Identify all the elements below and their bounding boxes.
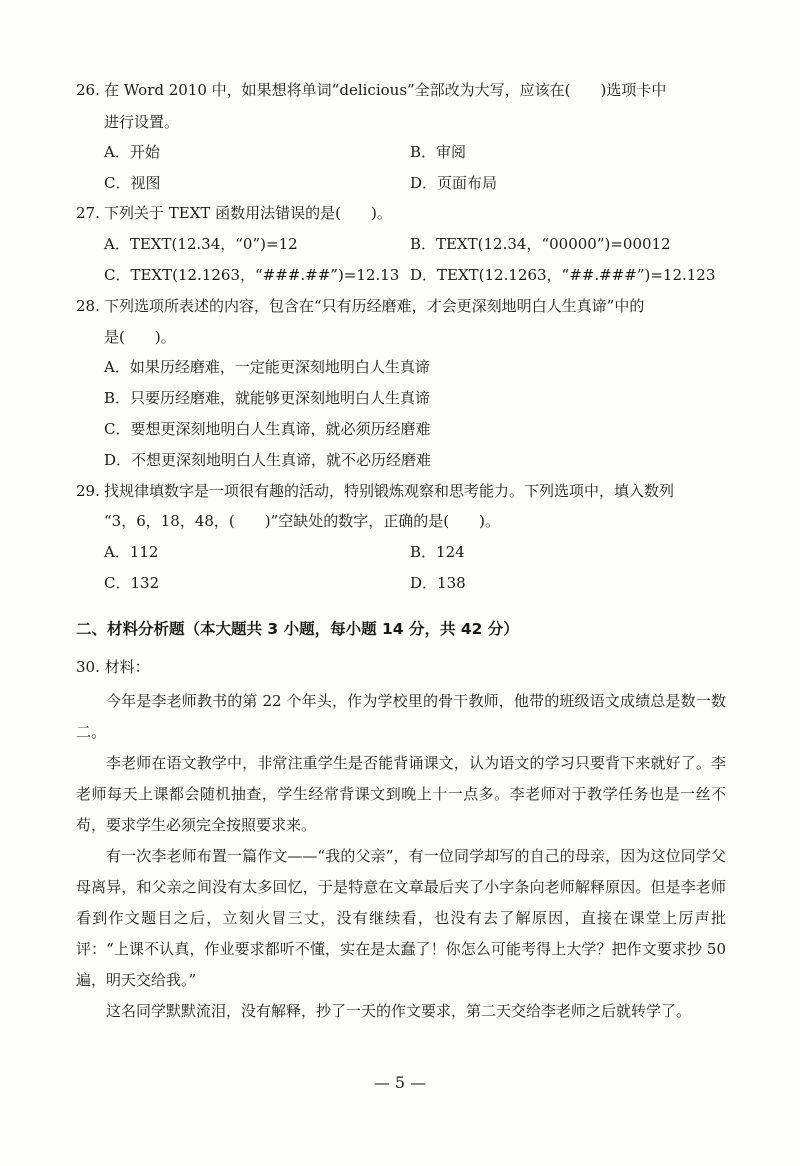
question-number: 28. — [76, 297, 100, 315]
option-a: A．如果历经磨难，一定能更深刻地明白人生真谛 — [104, 358, 430, 376]
option-a: A．开始 — [104, 143, 160, 161]
question-27 — [76, 203, 392, 223]
question-stem: 下列选项所表述的内容，包含在“只有历经磨难，才会更深刻地明白人生真谛”中的 — [104, 297, 645, 315]
question-stem-continued: 是( )。 — [104, 328, 176, 346]
material-paragraph: 今年是李老师教书的第 22 个年头，作为学校里的骨干教师，他带的班级语文成绩总是数一数二。 — [76, 692, 726, 741]
option-d: D．138 — [410, 574, 466, 592]
question-number: 29. — [76, 482, 100, 500]
section-heading: 二、材料分析题（本大题共 3 小题，每小题 14 分，共 42 分） — [76, 620, 519, 638]
option-c: C．TEXT(12.1263，“###.##”)=12.13 — [104, 266, 400, 284]
option-b: B．124 — [410, 543, 465, 561]
material-paragraph: 李老师在语文教学中，非常注重学生是否能背诵课文，认为语文的学习只要背下来就好了。李老师每天上课都会随机抽查，学生经常背课文到晚上十一点多。李老师对于教学任务也是一丝不苟，要求学生必须完全按照要求来。 — [76, 754, 726, 834]
option-a: A．112 — [104, 543, 159, 561]
option-d: D．TEXT(12.1263，“##.###”)=12.123 — [410, 266, 716, 284]
question-29 — [76, 481, 674, 501]
question-stem: 在 Word 2010 中，如果想将单词“delicious”全部改为大写，应该在( )选项卡中 — [104, 81, 667, 99]
question-26 — [76, 80, 666, 100]
material-paragraph: 有一次李老师布置一篇作文——“我的父亲”，有一位同学却写的自己的母亲，因为这位同学父母离异，和父亲之间没有太多回忆，于是特意在文章最后夹了小字条向老师解释原因。但是李老师看到作文题目之后，立刻火冒三丈，没有继续看，也没有去了解原因，直接在课堂上厉声批评：“上课不认真，作业要求都听不懂，实在是太蠢了！你怎么可能考得上大学？把作文要求抄 50 遍，明天交给我。” — [76, 847, 726, 989]
option-c: C．视图 — [104, 174, 161, 192]
option-b: B．TEXT(12.34，“00000”)=00012 — [410, 235, 671, 253]
material-text — [76, 686, 726, 1027]
option-c: C．要想更深刻地明白人生真谛，就必须历经磨难 — [104, 420, 431, 438]
option-b: B．只要历经磨难，就能够更深刻地明白人生真谛 — [104, 389, 431, 407]
option-c: C．132 — [104, 574, 160, 592]
option-a: A．TEXT(12.34，“0”)=12 — [104, 235, 298, 253]
question-stem-continued: 进行设置。 — [104, 113, 180, 131]
option-d: D．不想更深刻地明白人生真谛，就不必历经磨难 — [104, 451, 432, 469]
question-stem-continued: “3，6，18，48，( )”空缺处的数字，正确的是( )。 — [104, 512, 501, 530]
question-number: 26. — [76, 81, 100, 99]
page-number: — 5 — — [373, 1073, 427, 1092]
question-30-label: 30. 材料： — [76, 658, 150, 676]
question-number: 27. — [76, 204, 100, 222]
option-d: D．页面布局 — [410, 174, 498, 192]
question-stem: 找规律填数字是一项很有趣的活动，特别锻炼观察和思考能力。下列选项中，填入数列 — [104, 482, 675, 500]
question-stem: 下列关于 TEXT 函数用法错误的是( )。 — [104, 204, 392, 222]
material-paragraph: 这名同学默默流泪，没有解释，抄了一天的作文要求，第二天交给李老师之后就转学了。 — [106, 1002, 692, 1020]
option-b: B．审阅 — [410, 143, 467, 161]
question-28 — [76, 296, 644, 316]
